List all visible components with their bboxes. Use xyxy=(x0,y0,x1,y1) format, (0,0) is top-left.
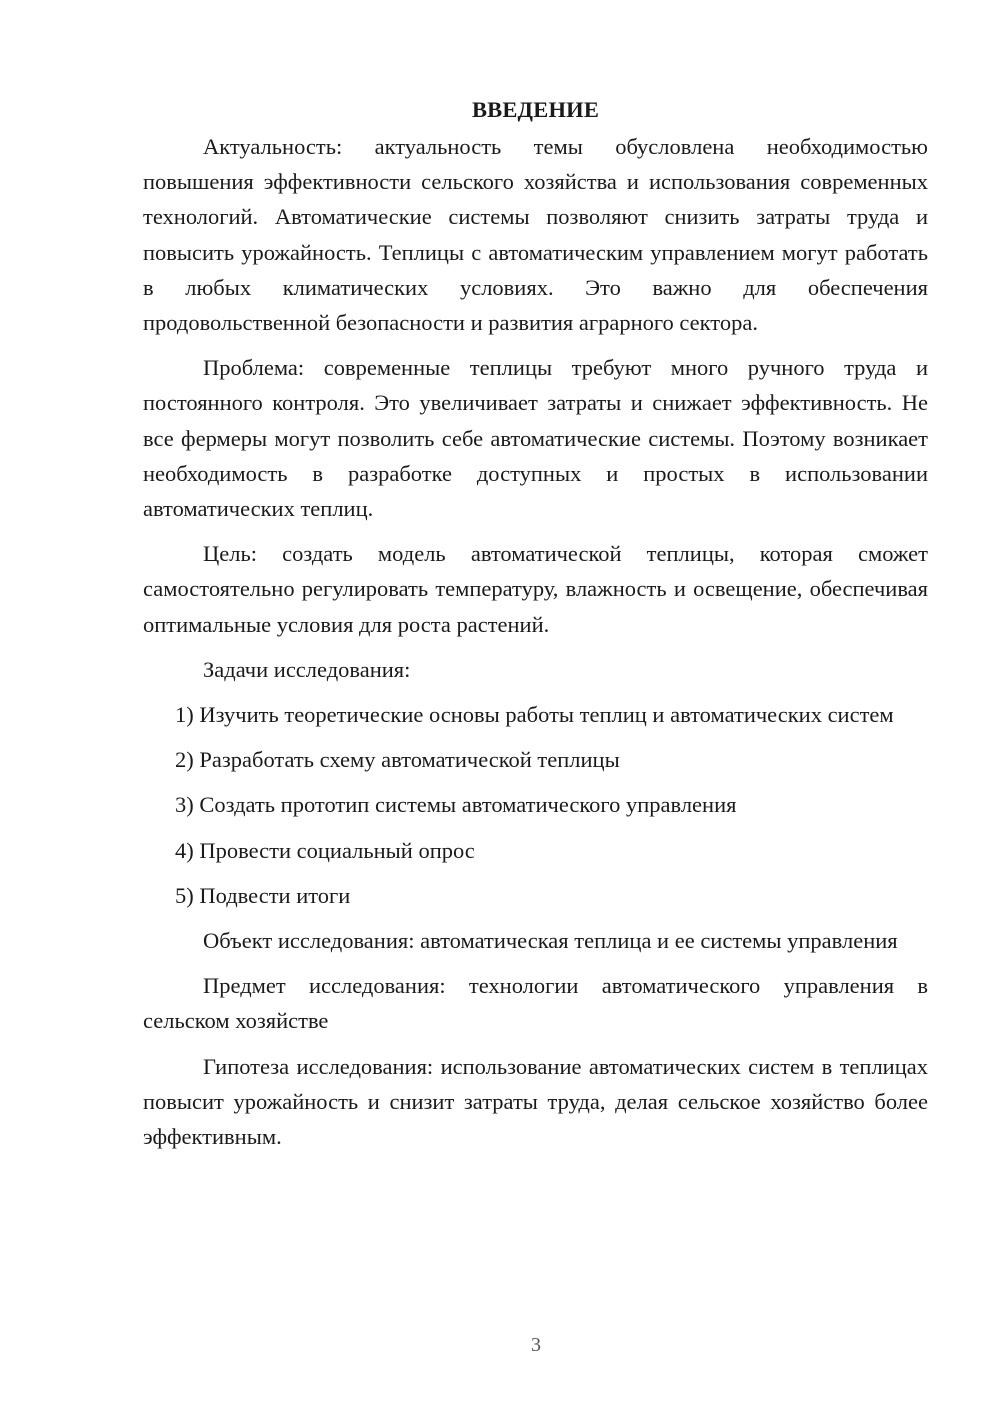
list-item-task-2: 2) Разработать схему автоматической теплицы xyxy=(175,747,620,773)
list-item-task-4: 4) Провести социальный опрос xyxy=(175,837,475,863)
paragraph-problem: Проблема: современные теплицы требуют много ручного труда и постоянного контроля. Это увеличивает затраты и снижает эффективность. Не все фермеры могут позволить себе автоматические системы. Поэтому возникает необходимость в разработке доступных и простых в использовании автоматических теплиц. xyxy=(143,355,928,522)
paragraph-object: Объект исследования: автоматическая теплица и ее системы управления xyxy=(203,928,898,954)
paragraph-relevance: Актуальность: актуальность темы обусловлена необходимостью повышения эффективности сельского хозяйства и использования современных технологий. Автоматические системы позволяют снизить затраты труда и повысить урожайность. Теплицы с автоматическим управлением могут работать в любых климатических условиях. Это важно для обеспечения продовольственной безопасности и развития аграрного сектора. xyxy=(143,134,928,336)
list-item-task-3: 3) Создать прототип системы автоматического управления xyxy=(175,792,737,818)
page-number: 3 xyxy=(531,1334,541,1356)
page-content xyxy=(143,92,928,1164)
list-item-task-5: 5) Подвести итоги xyxy=(175,882,351,908)
paragraph-hypothesis: Гипотеза исследования: использование автоматических систем в теплицах повысит урожайность и снизит затраты труда, делая сельское хозяйство более эффективным. xyxy=(143,1053,928,1150)
tasks-heading: Задачи исследования: xyxy=(203,656,411,682)
paragraph-goal: Цель: создать модель автоматической теплицы, которая сможет самостоятельно регулировать температуру, влажность и освещение, обеспечивая оптимальные условия для роста растений. xyxy=(143,541,928,637)
section-title: ВВЕДЕНИЕ xyxy=(471,97,600,122)
list-item-task-1: 1) Изучить теоретические основы работы теплиц и автоматических систем xyxy=(175,702,894,728)
paragraph-subject: Предмет исследования: технологии автоматического управления в сельском хозяйстве xyxy=(143,973,928,1034)
